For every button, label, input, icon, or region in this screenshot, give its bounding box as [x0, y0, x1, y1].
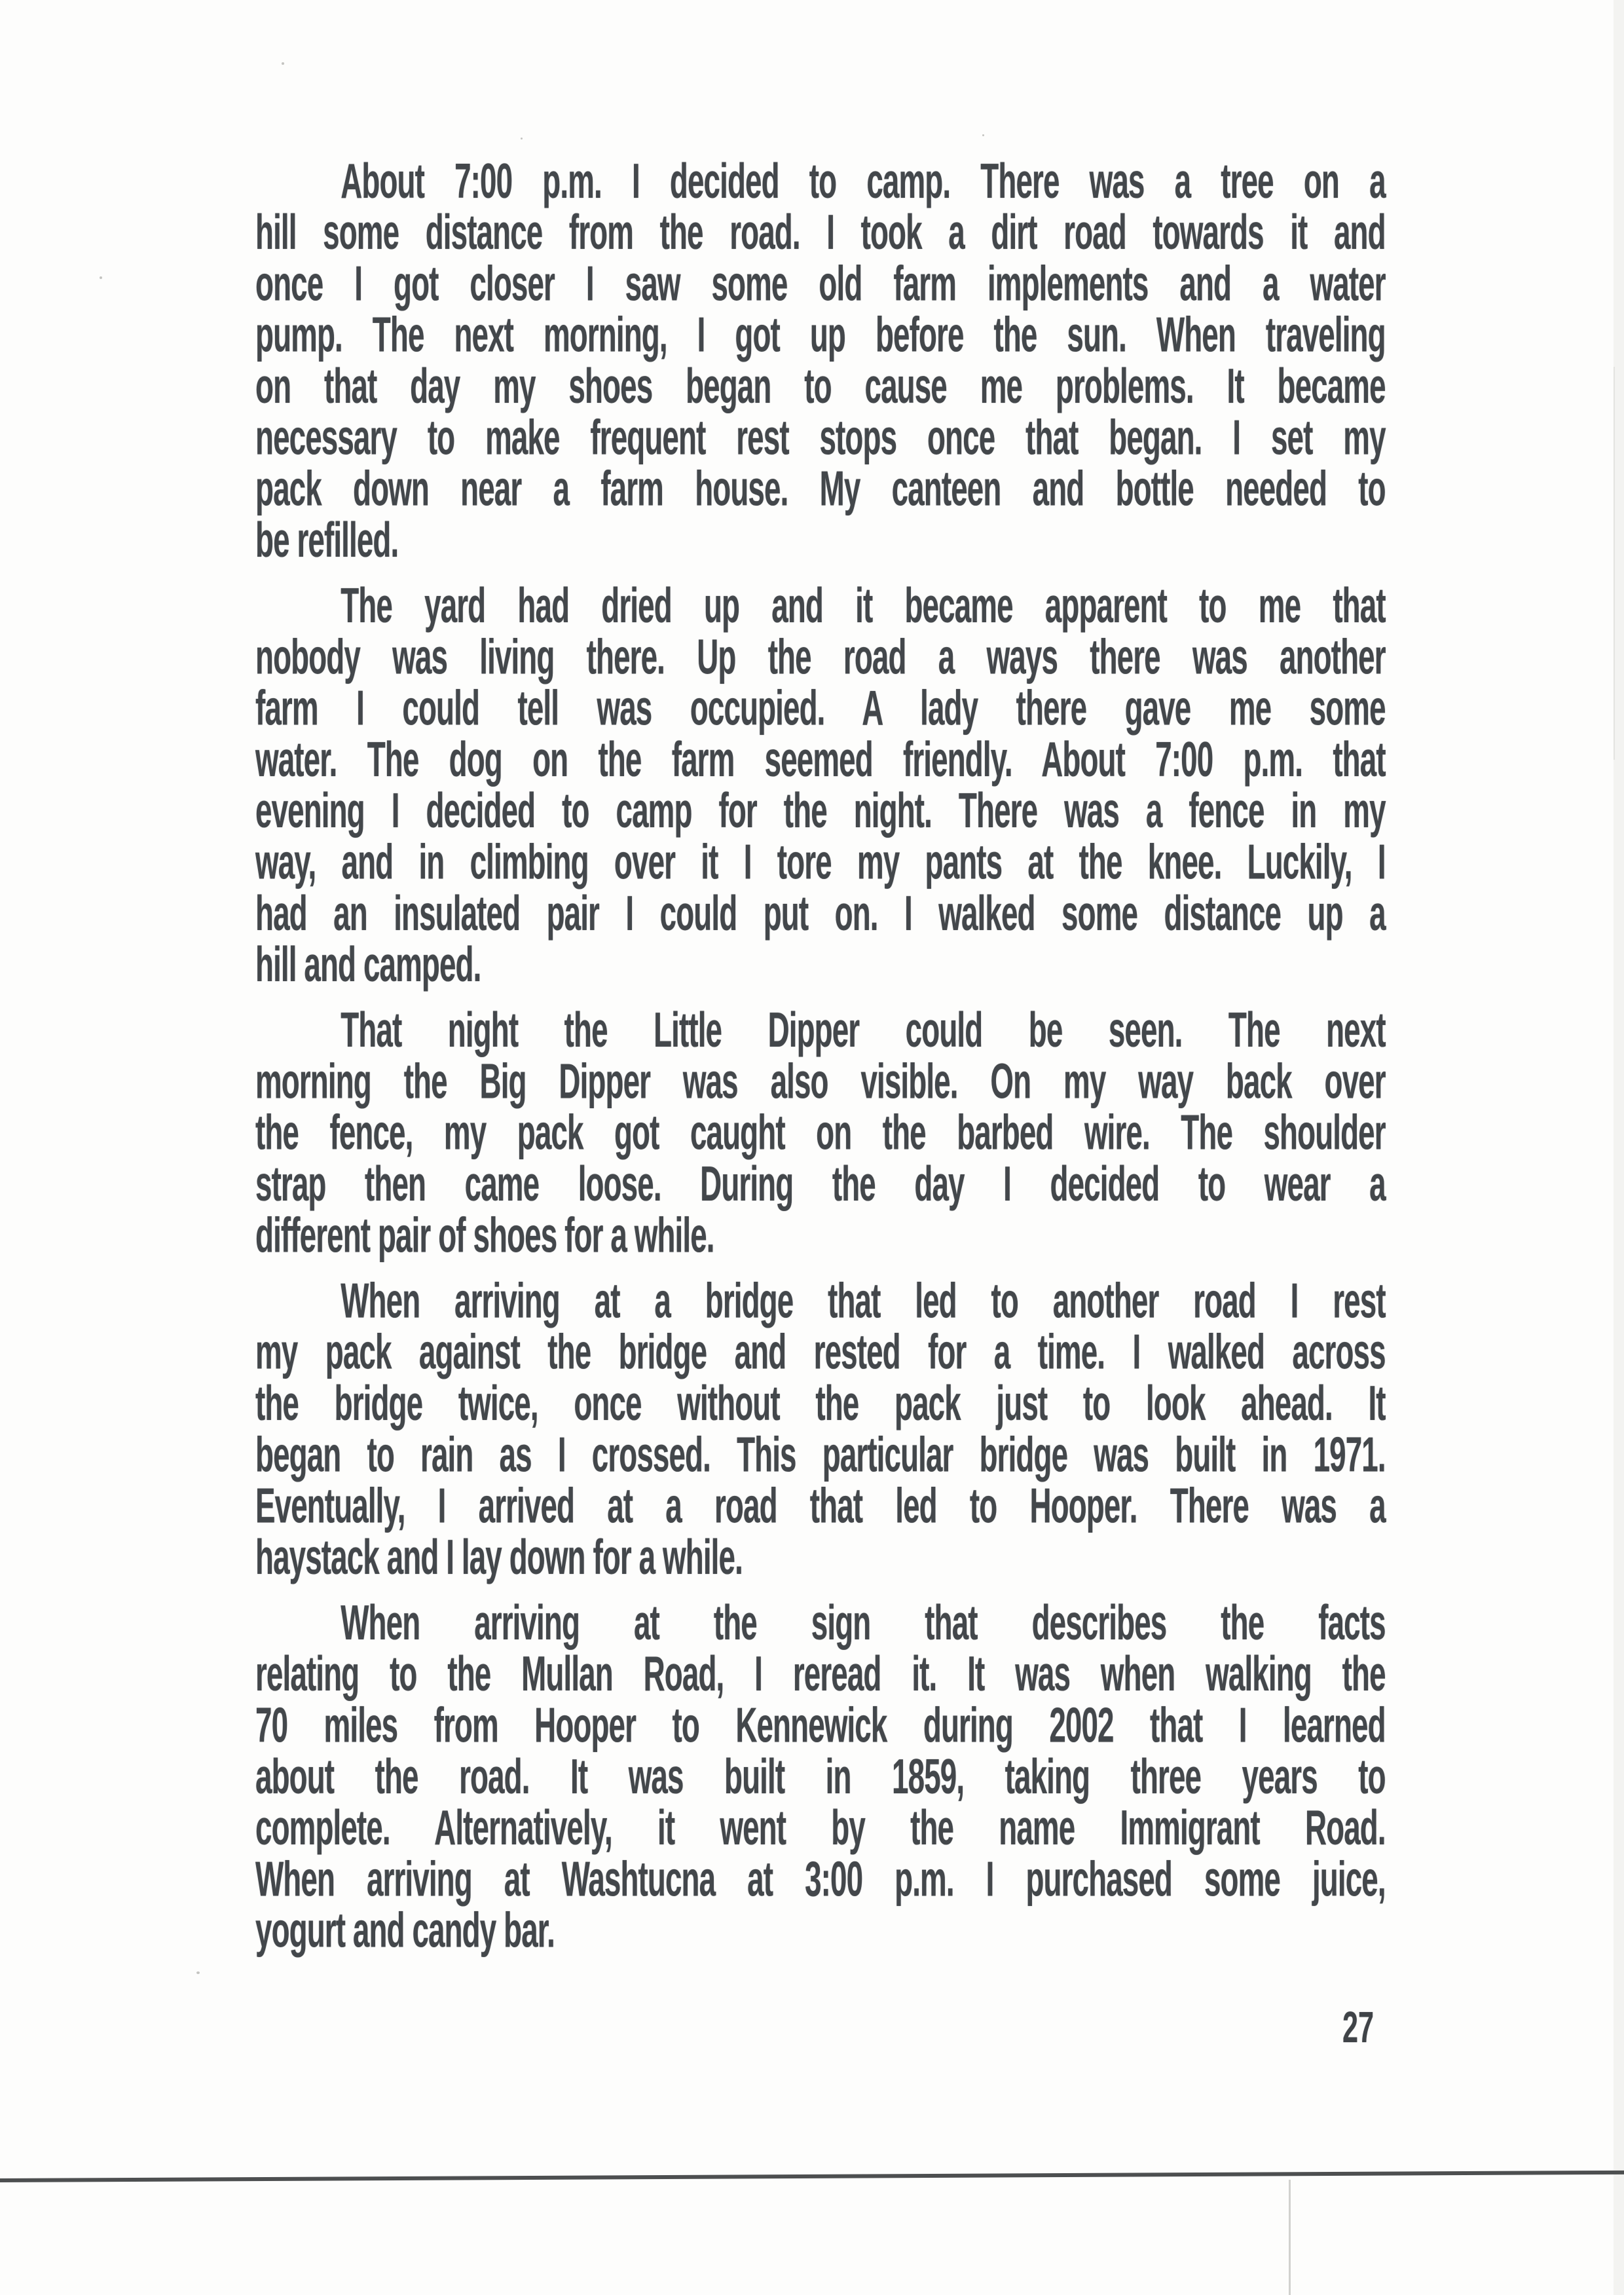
text-line: hill and camped. [255, 937, 481, 993]
text-line: my pack against the bridge and rested for a time. I walked across [255, 1324, 1386, 1381]
scan-speck [982, 134, 984, 136]
text-line: once I got closer I saw some old farm implements and a water [255, 256, 1386, 312]
text-line: way, and in climbing over it I tore my pants at the knee. Luckily, I [255, 834, 1386, 890]
text-line: on that day my shoes began to cause me problems. It became [255, 359, 1386, 415]
text-line: The yard had dried up and it became apparent to me that [341, 578, 1386, 634]
scan-line-vertical [1289, 2180, 1291, 2295]
text-line: yogurt and candy bar. [255, 1903, 555, 1959]
scan-speck [196, 1971, 200, 1974]
text-line: relating to the Mullan Road, I reread it. It was when walking the [255, 1647, 1386, 1702]
paragraph-5 [255, 1595, 1386, 1959]
scan-speck [521, 138, 523, 140]
text-line: hill some distance from the road. I took a dirt road towards it and [255, 205, 1386, 261]
text-line: evening I decided to camp for the night. There was a fence in my [255, 783, 1386, 839]
scan-speck [282, 62, 284, 65]
text-line: morning the Big Dipper was also visible. On my way back over [255, 1054, 1386, 1110]
text-line: pump. The next morning, I got up before the sun. When traveling [255, 308, 1386, 364]
body-text [255, 154, 1386, 1959]
text-line: Eventually, I arrived at a road that led to Hooper. There was a [255, 1478, 1386, 1534]
text-line: When arriving at a bridge that led to another road I rest [341, 1273, 1386, 1329]
text-line: haystack and I lay down for a while. [255, 1530, 743, 1586]
scanner-edge-strip [1614, 0, 1624, 2295]
text-line: about the road. It was built in 1859, taking three years to [255, 1749, 1386, 1805]
paragraph-3 [255, 1005, 1386, 1261]
text-line: pack down near a farm house. My canteen and bottle needed to [255, 461, 1386, 517]
scan-speck [100, 276, 102, 279]
paragraph-2 [255, 578, 1386, 993]
text-line: necessary to make frequent rest stops once that began. I set my [255, 410, 1386, 466]
paragraph-4 [255, 1273, 1386, 1586]
scan-line-horizontal [0, 2171, 1624, 2182]
text-line: nobody was living there. Up the road a ways there was another [255, 629, 1386, 685]
text-line: farm I could tell was occupied. A lady there gave me some [255, 681, 1386, 736]
page-number: 27 [1342, 2004, 1375, 2053]
scan-crease [1614, 367, 1615, 760]
text-line: complete. Alternatively, it went by the name Immigrant Road. [255, 1801, 1386, 1856]
text-line: be refilled. [255, 513, 399, 569]
text-line: That night the Little Dipper could be seen. The next [341, 1003, 1386, 1058]
text-line: 70 miles from Hooper to Kennewick during 2002 that I learned [255, 1698, 1386, 1753]
text-line: had an insulated pair I could put on. I walked some distance up a [255, 886, 1386, 942]
text-line: water. The dog on the farm seemed friendly. About 7:00 p.m. that [255, 732, 1386, 788]
text-line: the fence, my pack got caught on the barbed wire. The shoulder [255, 1106, 1386, 1161]
text-line: strap then came loose. During the day I decided to wear a [255, 1157, 1386, 1212]
text-line: When arriving at Washtucna at 3:00 p.m. I purchased some juice, [255, 1852, 1386, 1907]
text-line: the bridge twice, once without the pack just to look ahead. It [255, 1376, 1386, 1432]
text-line: began to rain as I crossed. This particular bridge was built in 1971. [255, 1427, 1386, 1483]
text-line: When arriving at the sign that describes the facts [341, 1595, 1386, 1651]
paragraph-1 [255, 154, 1386, 569]
text-line: About 7:00 p.m. I decided to camp. There was a tree on a [341, 154, 1386, 210]
text-line: different pair of shoes for a while. [255, 1208, 714, 1263]
